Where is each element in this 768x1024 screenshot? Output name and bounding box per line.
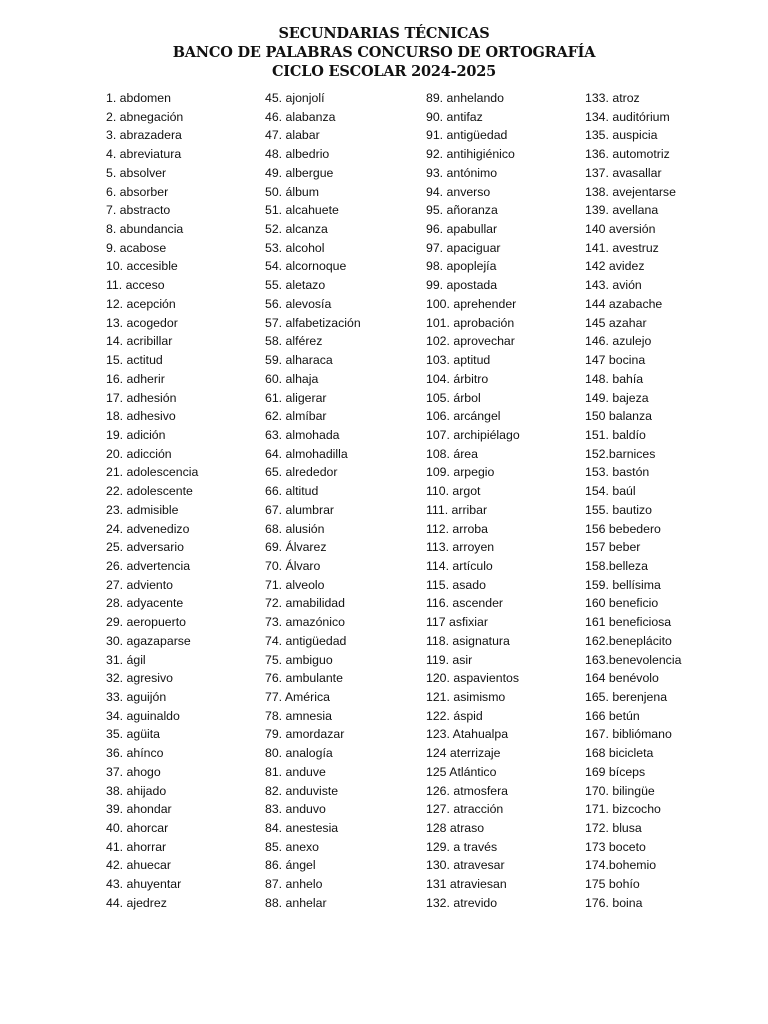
word-entry: 22. adolescente [106,484,193,499]
word-entry: 103. aptitud [426,353,491,368]
word-entry: 59. alharaca [265,353,333,368]
word-entry: 10. accesible [106,259,178,274]
word-entry: 120. aspavientos [426,671,519,686]
word-entry: 146. azulejo [585,334,652,349]
header-subtitle: BANCO DE PALABRAS CONCURSO DE ORTOGRAFÍA [172,44,596,61]
word-entry: 32. agresivo [106,671,173,686]
word-entry: 33. aguijón [106,690,167,704]
word-entry: 57. alfabetización [265,315,361,330]
word-column-1 [106,89,198,913]
word-entry: 176. boina [585,895,643,910]
word-entry: 162.beneplácito [585,633,672,648]
word-entry: 50. álbum [265,184,320,199]
word-entry: 115. asado [426,577,486,592]
word-entry: 69. Álvarez [265,540,327,555]
word-entry: 78. amnesia [265,708,332,723]
word-entry: 138. avejentarse [585,184,676,199]
word-entry: 174.bohemio [585,858,657,873]
word-entry: 54. alcornoque [265,259,347,274]
word-entry: 165. berenjena [585,690,668,704]
word-entry: 77. América [265,690,330,704]
word-entry: 51. alcahuete [265,203,339,218]
word-entry: 107. archipiélago [426,427,520,442]
word-entry: 108. área [426,446,478,461]
word-entry: 4. abreviatura [106,147,182,162]
word-entry: 135. auspicia [585,128,658,143]
word-entry: 27. adviento [106,577,174,592]
word-entry: 60. alhaja [265,371,319,386]
word-entry: 83. anduvo [265,802,326,817]
word-entry: 123. Atahualpa [426,727,509,742]
word-entry: 175 bohío [585,877,640,892]
word-entry: 87. anhelo [265,877,323,892]
word-entry: 159. bellísima [585,577,661,592]
word-entry: 84. anestesia [265,821,339,836]
word-entry: 14. acribillar [106,334,173,349]
word-entry: 118. asignatura [426,633,510,648]
word-entry: 28. adyacente [106,596,184,611]
word-entry: 5. absolver [106,165,167,180]
word-entry: 52. alcanza [265,222,328,237]
word-entry: 15. actitud [106,353,163,368]
word-entry: 104. árbitro [426,371,489,386]
word-entry: 134. auditórium [585,109,670,124]
word-entry: 48. albedrio [265,147,330,162]
word-entry: 109. arpegio [426,465,495,480]
word-entry: 112. arroba [426,521,488,536]
word-entry: 1. abdomen [106,91,171,105]
word-entry: 127. atracción [426,802,504,817]
word-entry: 117 asfixiar [426,615,488,630]
word-entry: 172. blusa [585,821,642,836]
word-entry: 68. alusión [265,521,325,536]
word-entry: 143. avión [585,278,642,293]
word-entry: 150 balanza [585,409,653,424]
word-entry: 90. antifaz [426,109,483,124]
word-entry: 129. a través [426,839,498,854]
word-entry: 114. artículo [426,558,493,573]
word-entry: 105. árbol [426,390,481,405]
word-entry: 167. bibliómano [585,727,672,742]
word-entry: 158.belleza [585,558,648,573]
word-entry: 7. abstracto [106,203,171,218]
word-entry: 95. añoranza [426,203,498,218]
word-entry: 73. amazónico [265,615,345,630]
word-entry: 136. automotriz [585,147,670,162]
word-entry: 46. alabanza [265,109,336,124]
word-entry: 86. ángel [265,858,316,873]
word-entry: 24. advenedizo [106,521,190,536]
word-entry: 34. aguinaldo [106,708,180,723]
word-entry: 148. bahía [585,371,644,386]
word-entry: 93. antónimo [426,165,498,180]
word-entry: 151. baldío [585,427,646,442]
word-entry: 160 beneficio [585,596,659,611]
header-school-year: CICLO ESCOLAR 2024-2025 [271,63,497,80]
word-entry: 173 boceto [585,839,646,854]
word-entry: 168 bicicleta [585,746,654,761]
word-entry: 67. alumbrar [265,502,335,517]
word-entry: 37. ahogo [106,764,161,779]
word-entry: 131 atraviesan [426,877,507,892]
word-entry: 11. acceso [106,278,165,293]
word-entry: 155. bautizo [585,502,653,517]
word-entry: 72. amabilidad [265,596,345,611]
word-entry: 96. apabullar [426,222,498,237]
word-entry: 76. ambulante [265,671,343,686]
word-entry: 29. aeropuerto [106,615,186,630]
word-entry: 82. anduviste [265,783,339,798]
word-entry: 18. adhesivo [106,409,176,424]
word-entry: 97. apaciguar [426,240,501,255]
word-entry: 35. agüita [106,727,161,742]
word-entry: 125 Atlántico [426,764,497,779]
word-entry: 99. apostada [426,278,498,293]
word-entry: 58. alférez [265,334,323,349]
word-entry: 80. analogía [265,746,333,761]
word-entry: 147 bocina [585,353,646,368]
word-entry: 164 benévolo [585,671,659,686]
word-entry: 137. avasallar [585,165,662,180]
word-entry: 23. admisible [106,502,179,517]
word-entry: 8. abundancia [106,222,184,237]
word-entry: 92. antihigiénico [426,147,515,162]
word-entry: 122. áspid [426,708,483,723]
word-entry: 133. atroz [585,91,640,105]
word-entry: 94. anverso [426,184,491,199]
word-entry: 75. ambiguo [265,652,333,667]
word-entry: 44. ajedrez [106,895,167,910]
word-entry: 2. abnegación [106,109,184,124]
word-entry: 39. ahondar [106,802,172,817]
word-entry: 25. adversario [106,540,184,555]
word-entry: 85. anexo [265,839,320,854]
word-entry: 132. atrevido [426,895,498,910]
word-entry: 36. ahínco [106,746,164,761]
word-entry: 110. argot [426,484,481,499]
word-entry: 17. adhesión [106,390,177,405]
word-entry: 81. anduve [265,764,326,779]
word-entry: 166 betún [585,708,640,723]
word-entry: 121. asimismo [426,690,506,704]
word-entry: 157 beber [585,540,641,555]
word-entry: 171. bizcocho [585,802,661,817]
header-title: SECUNDARIAS TÉCNICAS [278,25,490,42]
word-entry: 156 bebedero [585,521,661,536]
word-entry: 124 aterrizaje [426,746,501,761]
word-entry: 71. alveolo [265,577,325,592]
word-entry: 163.benevolencia [585,652,682,667]
word-entry: 169 bíceps [585,764,646,779]
word-entry: 31. ágil [106,652,146,667]
word-entry: 140 aversión [585,222,656,237]
word-entry: 142 avidez [585,259,645,274]
word-entry: 65. alrededor [265,465,338,480]
word-entry: 21. adolescencia [106,465,199,480]
word-entry: 170. bilingüe [585,783,655,798]
word-entry: 47. alabar [265,128,320,143]
word-entry: 53. alcohol [265,240,325,255]
word-entry: 111. arribar [426,502,488,517]
word-entry: 30. agazaparse [106,633,191,648]
word-entry: 88. anhelar [265,895,327,910]
word-entry: 152.barnices [585,446,656,461]
word-entry: 91. antigüedad [426,128,508,143]
word-entry: 55. aletazo [265,278,326,293]
word-entry: 13. acogedor [106,315,178,330]
word-entry: 106. arcángel [426,409,501,424]
word-entry: 38. ahijado [106,783,167,798]
word-entry: 139. avellana [585,203,659,218]
word-entry: 141. avestruz [585,240,659,255]
word-entry: 102. aprovechar [426,334,515,349]
word-entry: 66. altitud [265,484,319,499]
word-entry: 64. almohadilla [265,446,348,461]
word-entry: 79. amordazar [265,727,345,742]
word-entry: 49. albergue [265,165,334,180]
word-entry: 144 azabache [585,296,663,311]
word-entry: 6. absorber [106,184,169,199]
word-column-2 [265,89,361,913]
word-entry: 161 beneficiosa [585,615,672,630]
word-column-4 [585,89,681,913]
word-entry: 119. asir [426,652,473,667]
word-entry: 12. acepción [106,296,176,311]
word-entry: 61. aligerar [265,390,327,405]
word-entry: 113. arroyen [426,540,495,555]
word-entry: 153. bastón [585,465,650,480]
word-entry: 101. aprobación [426,315,515,330]
word-entry: 128 atraso [426,821,485,836]
word-entry: 149. bajeza [585,390,649,405]
word-entry: 26. advertencia [106,558,191,573]
word-entry: 62. almíbar [265,409,327,424]
word-entry: 40. ahorcar [106,821,169,836]
word-column-3 [426,89,520,913]
word-entry: 130. atravesar [426,858,505,873]
word-entry: 45. ajonjolí [265,91,325,105]
word-entry: 116. ascender [426,596,504,611]
word-entry: 3. abrazadera [106,128,182,143]
word-entry: 126. atmosfera [426,783,509,798]
word-entry: 154. baúl [585,484,636,499]
word-entry: 20. adicción [106,446,172,461]
word-entry: 98. apoplejía [426,259,497,274]
word-entry: 74. antigüedad [265,633,347,648]
word-entry: 63. almohada [265,427,340,442]
word-entry: 41. ahorrar [106,839,167,854]
word-entry: 9. acabose [106,240,167,255]
word-entry: 100. aprehender [426,296,517,311]
word-entry: 16. adherir [106,371,165,386]
document-header [0,24,768,81]
word-entry: 19. adición [106,427,166,442]
word-entry: 145 azahar [585,315,647,330]
word-entry: 43. ahuyentar [106,877,182,892]
word-entry: 89. anhelando [426,91,504,105]
word-entry: 70. Álvaro [265,558,321,573]
word-entry: 56. alevosía [265,296,332,311]
word-entry: 42. ahuecar [106,858,171,873]
